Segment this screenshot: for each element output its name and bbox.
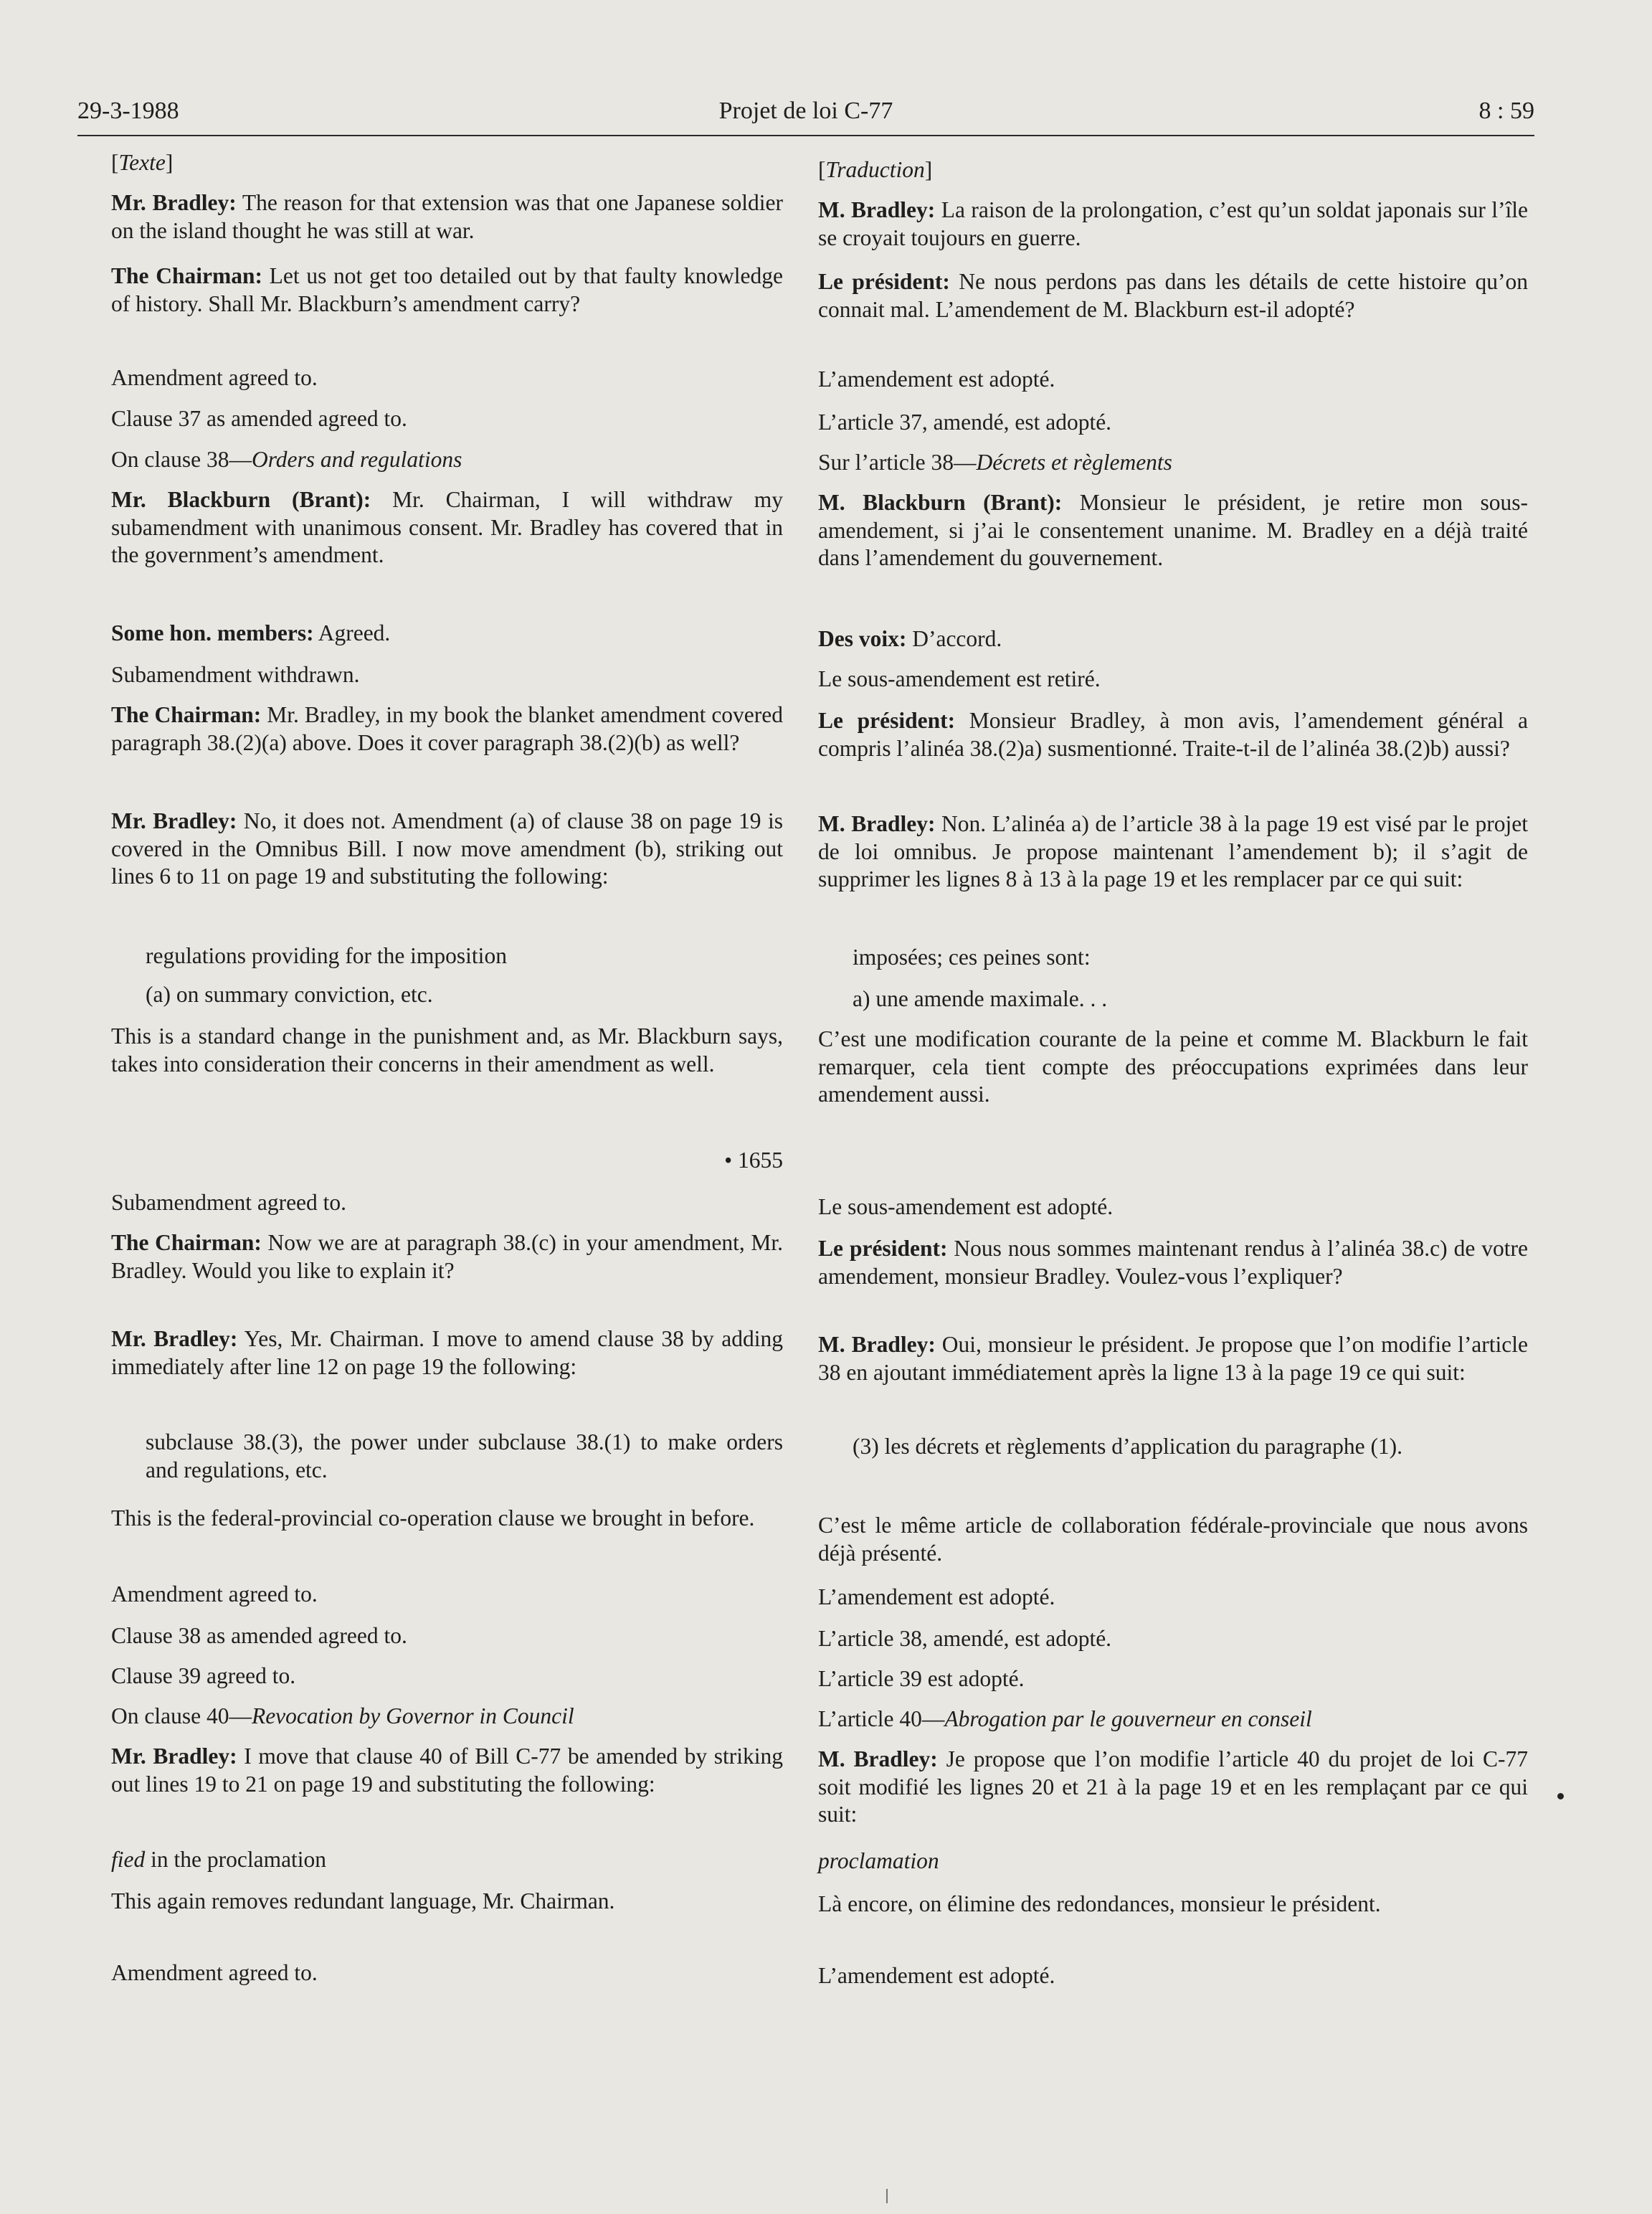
paragraph: L’amendement est adopté. [818,366,1055,392]
paragraph: M. Bradley: La raison de la prolongation, c’est qu’un soldat japonais sur l’île se croyait toujours en guerre. [818,197,1528,250]
paragraph: On clause 38—Orders and regulations [111,447,462,472]
paragraph: Le sous-amendement est adopté. [818,1194,1114,1219]
paragraph: L’amendement est adopté. [818,1963,1055,1988]
column-tag: [Texte] [111,150,174,175]
paragraph: Clause 38 as amended agreed to. [111,1623,407,1648]
paragraph: L’amendement est adopté. [818,1584,1055,1609]
quoted-text: imposées; ces peines sont: [853,945,1091,970]
header-date: 29-3-1988 [77,98,179,124]
paragraph: The Chairman: Mr. Bradley, in my book the blanket amendment covered paragraph 38.(2)(a) above. Does it cover paragraph 38.(2)(b) as well? [111,702,784,755]
paragraph: M. Bradley: Non. L’alinéa a) de l’article 38 à la page 19 est visé par le projet de loi omnibus. Je propose maintenant l’amendement b); il s’agit de supprimer les lignes 8 à 13 à la page 19 et les remplacer par ce qui suit: [818,811,1528,891]
paragraph: This is a standard change in the punishment and, as Mr. Blackburn says, takes into consideration their concerns in their amendment as well. [111,1023,783,1077]
paragraph: Le président: Monsieur Bradley, à mon avis, l’amendement général a compris l’alinéa 38.(2)a) susmentionné. Traite-t-il de l’alinéa 38.(2)b) aussi? [818,708,1528,761]
paragraph: Clause 37 as amended agreed to. [111,406,407,431]
paragraph: Amendment agreed to. [111,1581,318,1607]
header-title: Projet de loi C-77 [718,98,893,124]
paragraph: Mr. Bradley: The reason for that extension was that one Japanese soldier on the island thought he was still at war. [111,190,783,243]
paragraph: M. Blackburn (Brant): Monsieur le président, je retire mon sous-amendement, si j’ai le consentement unanime. M. Bradley en a déjà traité dans l’amendement du gouvernement. [818,490,1529,570]
paragraph: Sur l’article 38—Décrets et règlements [818,450,1172,475]
page-tick-mark [886,2189,888,2203]
paragraph: Mr. Bradley: Yes, Mr. Chairman. I move to amend clause 38 by adding immediately after line 12 on page 19 the following: [111,1326,783,1379]
paragraph: Le président: Nous nous sommes maintenant rendus à l’alinéa 38.c) de votre amendement, monsieur Bradley. Voulez-vous l’expliquer? [818,1236,1529,1289]
paragraph: Le sous-amendement est retiré. [818,666,1101,691]
paragraph: The Chairman: Let us not get too detailed out by that faulty knowledge of history. Shall Mr. Blackburn’s amendment carry? [111,263,784,316]
quoted-text: (a) on summary conviction, etc. [146,982,433,1007]
column-tag: [Traduction] [818,157,933,182]
paragraph: Mr. Bradley: No, it does not. Amendment (a) of clause 38 on page 19 is covered in the Omnibus Bill. I now move amendment (b), striking out lines 6 to 11 on page 19 and substituting the following: [111,808,783,889]
paragraph: The Chairman: Now we are at paragraph 38.(c) in your amendment, Mr. Bradley. Would you like to explain it? [111,1230,784,1283]
paragraph: C’est une modification courante de la peine et comme M. Blackburn le fait remarquer, cela tient compte des préoccupations exprimées dans leur amendement aussi. [818,1026,1528,1107]
paragraph: L’article 40—Abrogation par le gouverneur en conseil [818,1706,1312,1731]
quoted-text: proclamation [818,1848,939,1873]
paragraph: Subamendment agreed to. [111,1190,347,1215]
paragraph: Le président: Ne nous perdons pas dans les détails de cette histoire qu’on connait mal. L’amendement de M. Blackburn est-il adopté? [818,269,1528,322]
paragraph: This again removes redundant language, Mr. Chairman. [111,1888,615,1913]
paragraph: M. Bradley: Je propose que l’on modifie l’article 40 du projet de loi C-77 soit modifié les lignes 20 et 21 à la page 19 et en les remplaçant par ce qui suit: [818,1746,1528,1827]
paragraph: Là encore, on élimine des redondances, monsieur le président. [818,1891,1381,1916]
header-page-number: 8 : 59 [1478,98,1534,124]
paragraph: Mr. Bradley: I move that clause 40 of Bill C-77 be amended by striking out lines 19 to 21 on page 19 and substituting the following: [111,1744,783,1797]
paragraph: Some hon. members: Agreed. [111,620,391,645]
paragraph: Amendment agreed to. [111,365,318,390]
paragraph: L’article 39 est adopté. [818,1666,1025,1691]
time-stamp: • 1655 [724,1148,783,1173]
paragraph: Subamendment withdrawn. [111,662,360,687]
page-header [77,98,1534,136]
margin-bullet [1557,1793,1564,1799]
quoted-text: a) une amende maximale. . . [853,986,1108,1011]
quoted-text: regulations providing for the imposition [146,943,507,968]
paragraph: C’est le même article de collaboration fédérale-provinciale que nous avons déjà présenté. [818,1513,1528,1566]
paragraph: Des voix: D’accord. [818,626,1002,651]
paragraph: Clause 39 agreed to. [111,1663,296,1688]
quoted-text: (3) les décrets et règlements d’application du paragraphe (1). [853,1434,1403,1459]
paragraph: Mr. Blackburn (Brant): Mr. Chairman, I will withdraw my subamendment with unanimous consent. Mr. Bradley has covered that in the government’s amendment. [111,487,783,567]
paragraph: M. Bradley: Oui, monsieur le président. Je propose que l’on modifie l’article 38 en ajoutant immédiatement après la ligne 13 à la page 19 ce qui suit: [818,1332,1528,1385]
paragraph: On clause 40—Revocation by Governor in Council [111,1703,574,1728]
paragraph: Amendment agreed to. [111,1960,318,1985]
quoted-text: fied in the proclamation [111,1847,327,1872]
quoted-text: subclause 38.(3), the power under subclause 38.(1) to make orders and regulations, etc. [146,1429,783,1482]
paragraph: L’article 37, amendé, est adopté. [818,410,1112,435]
paragraph: L’article 38, amendé, est adopté. [818,1626,1112,1651]
paragraph: This is the federal-provincial co-operation clause we brought in before. [111,1505,755,1531]
